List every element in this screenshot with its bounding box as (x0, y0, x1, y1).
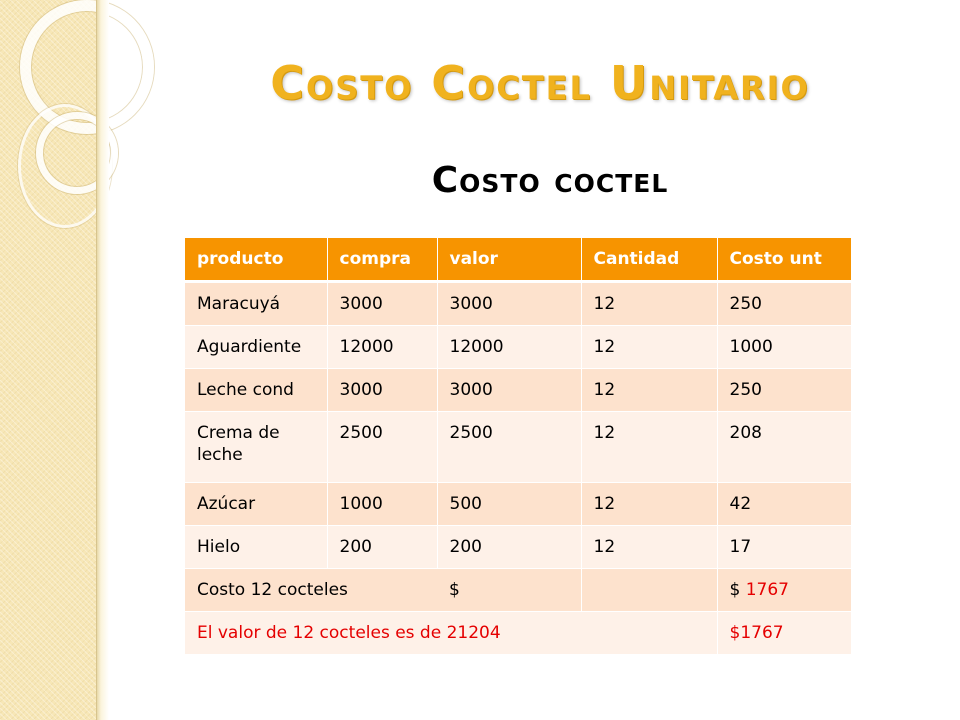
cell-costo-unt: 250 (717, 369, 851, 412)
cell-producto: Hielo (185, 526, 327, 569)
summary-text: El valor de 12 cocteles es de 21204 (185, 612, 717, 655)
header-compra: compra (327, 238, 437, 282)
cell-valor: 12000 (437, 326, 581, 369)
cell-producto: Aguardiente (185, 326, 327, 369)
cell-costo-unt: 42 (717, 483, 851, 526)
table-row (185, 526, 851, 569)
cell-costo-unt: 208 (717, 412, 851, 483)
cell-producto: Maracuyá (185, 282, 327, 326)
cell-costo-unt: 250 (717, 282, 851, 326)
total-empty (581, 569, 717, 612)
cell-cantidad: 12 (581, 369, 717, 412)
summary-row (185, 612, 851, 655)
total-amount-cell (717, 569, 851, 612)
cell-cantidad: 12 (581, 282, 717, 326)
cell-cantidad: 12 (581, 326, 717, 369)
total-currency: $ (437, 569, 581, 612)
header-valor: valor (437, 238, 581, 282)
total-label: Costo 12 cocteles (185, 569, 437, 612)
cell-cantidad: 12 (581, 483, 717, 526)
cell-cantidad: 12 (581, 526, 717, 569)
table-row (185, 483, 851, 526)
cell-producto: Crema de leche (185, 412, 327, 483)
cell-compra: 2500 (327, 412, 437, 483)
decorative-band (0, 0, 96, 720)
cell-compra: 12000 (327, 326, 437, 369)
cell-valor: 200 (437, 526, 581, 569)
cell-cantidad: 12 (581, 412, 717, 483)
header-costo-unt: Costo unt (717, 238, 851, 282)
total-amount: 1767 (745, 580, 789, 600)
total-dollar: $ (729, 580, 746, 600)
cost-table (185, 238, 852, 655)
cell-compra: 1000 (327, 483, 437, 526)
table-row (185, 369, 851, 412)
header-producto: producto (185, 238, 327, 282)
summary-amount: $1767 (717, 612, 851, 655)
table-row (185, 326, 851, 369)
cell-producto: Azúcar (185, 483, 327, 526)
cell-costo-unt: 1000 (717, 326, 851, 369)
table-row (185, 282, 851, 326)
header-cantidad: Cantidad (581, 238, 717, 282)
table-row (185, 412, 851, 483)
cell-producto: Leche cond (185, 369, 327, 412)
cell-costo-unt: 17 (717, 526, 851, 569)
band-edge (96, 0, 109, 720)
cell-compra: 3000 (327, 282, 437, 326)
cell-compra: 200 (327, 526, 437, 569)
cell-valor: 3000 (437, 369, 581, 412)
table-header-row (185, 238, 851, 282)
slide-subtitle: Costo coctel (431, 160, 669, 201)
total-row (185, 569, 851, 612)
cell-valor: 2500 (437, 412, 581, 483)
cell-valor: 500 (437, 483, 581, 526)
cell-valor: 3000 (437, 282, 581, 326)
cell-compra: 3000 (327, 369, 437, 412)
slide-title: Costo Coctel Unitario (270, 56, 810, 110)
